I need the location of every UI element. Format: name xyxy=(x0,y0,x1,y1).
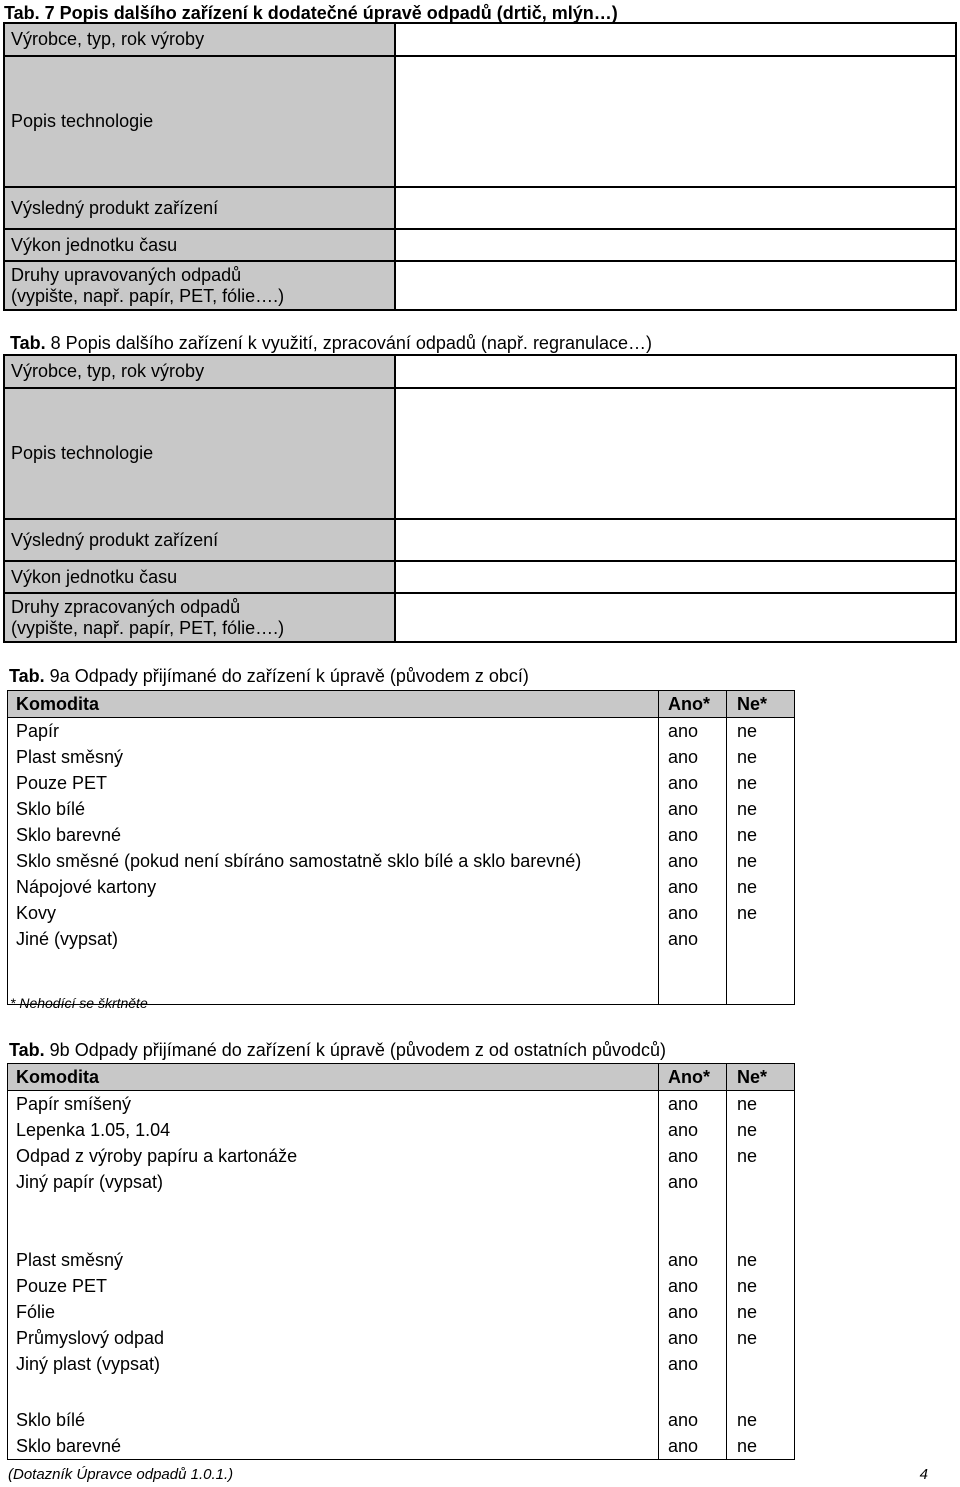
strike-note: * Nehodící se škrtněte xyxy=(10,995,148,1011)
no-option[interactable]: ne xyxy=(727,770,795,796)
yes-option[interactable]: ano xyxy=(659,822,727,848)
tab7-field-waste-types[interactable] xyxy=(395,261,956,310)
table-row xyxy=(8,1247,795,1273)
yes-option[interactable]: ano xyxy=(659,874,727,900)
tab7-label-technology: Popis technologie xyxy=(4,56,395,187)
tab7-field-product[interactable] xyxy=(395,187,956,229)
table-row xyxy=(8,848,795,874)
yes-option[interactable]: ano xyxy=(659,1117,727,1143)
blank-cell xyxy=(8,1377,659,1407)
commodity-name: Pouze PET xyxy=(8,1273,659,1299)
blank-cell xyxy=(8,1195,659,1247)
table-row xyxy=(8,1091,795,1118)
tab9a-header-yes: Ano* xyxy=(659,691,727,718)
table-row xyxy=(8,822,795,848)
no-option[interactable]: ne xyxy=(727,822,795,848)
yes-option[interactable]: ano xyxy=(659,1273,727,1299)
tab9a-header-row xyxy=(8,691,795,718)
no-option[interactable]: ne xyxy=(727,1299,795,1325)
tab7-table xyxy=(3,22,957,311)
blank-cell xyxy=(727,1195,795,1247)
no-option[interactable]: ne xyxy=(727,1247,795,1273)
blank-cell xyxy=(659,1195,727,1247)
table-row xyxy=(8,1433,795,1460)
tab7-field-manufacturer[interactable] xyxy=(395,23,956,56)
commodity-name: Pouze PET xyxy=(8,770,659,796)
commodity-name: Sklo směsné (pokud není sbíráno samostatně sklo bílé a sklo barevné) xyxy=(8,848,659,874)
tab8-caption-prefix: Tab. xyxy=(10,333,46,353)
table-row xyxy=(8,1299,795,1325)
yes-option[interactable]: ano xyxy=(659,1091,727,1118)
no-option[interactable]: ne xyxy=(727,744,795,770)
tab8-field-technology[interactable] xyxy=(395,388,956,519)
commodity-name: Průmyslový odpad xyxy=(8,1325,659,1351)
table-row xyxy=(8,874,795,900)
tab9b-table xyxy=(7,1063,795,1460)
tab8-caption-text: 8 Popis dalšího zařízení k využití, zpracování odpadů (např. regranulace…) xyxy=(45,333,652,353)
yes-option[interactable]: ano xyxy=(659,744,727,770)
no-option[interactable]: ne xyxy=(727,1091,795,1118)
tab7-field-capacity[interactable] xyxy=(395,229,956,261)
tab7-label-manufacturer: Výrobce, typ, rok výroby xyxy=(4,23,395,56)
table-row xyxy=(8,1169,795,1195)
tab8-label-product: Výsledný produkt zařízení xyxy=(4,519,395,561)
tab8-label-capacity: Výkon jednotku času xyxy=(4,561,395,593)
table-row-blank xyxy=(8,1195,795,1247)
tab9a-caption-text: 9a Odpady přijímané do zařízení k úpravě (původem z obcí) xyxy=(44,666,529,686)
commodity-name: Papír xyxy=(8,718,659,745)
commodity-name: Jiné (vypsat) xyxy=(8,926,659,952)
no-option[interactable]: ne xyxy=(727,1433,795,1460)
commodity-name: Sklo bílé xyxy=(8,796,659,822)
tab8-field-manufacturer[interactable] xyxy=(395,355,956,388)
table-row xyxy=(8,1325,795,1351)
tab8-field-capacity[interactable] xyxy=(395,561,956,593)
blank-cell xyxy=(659,952,727,1005)
table-row xyxy=(8,796,795,822)
commodity-name: Jiný papír (vypsat) xyxy=(8,1169,659,1195)
no-option[interactable] xyxy=(727,1169,795,1195)
no-option[interactable]: ne xyxy=(727,796,795,822)
table-row xyxy=(8,926,795,952)
tab7-caption: Tab. 7 Popis dalšího zařízení k dodatečné úpravě odpadů (drtič, mlýn…) xyxy=(4,3,618,23)
table-row xyxy=(8,1117,795,1143)
tab9b-header-row xyxy=(8,1064,795,1091)
table-row xyxy=(8,1273,795,1299)
no-option[interactable]: ne xyxy=(727,848,795,874)
tab8-field-product[interactable] xyxy=(395,519,956,561)
commodity-name: Odpad z výroby papíru a kartonáže xyxy=(8,1143,659,1169)
tab7-label-capacity: Výkon jednotku času xyxy=(4,229,395,261)
no-option[interactable]: ne xyxy=(727,718,795,745)
tab9b-caption xyxy=(9,1040,666,1061)
commodity-name: Papír smíšený xyxy=(8,1091,659,1118)
no-option[interactable] xyxy=(727,926,795,952)
yes-option[interactable]: ano xyxy=(659,1433,727,1460)
yes-option[interactable]: ano xyxy=(659,1299,727,1325)
yes-option[interactable]: ano xyxy=(659,718,727,745)
no-option[interactable]: ne xyxy=(727,1143,795,1169)
no-option[interactable]: ne xyxy=(727,874,795,900)
no-option[interactable]: ne xyxy=(727,1273,795,1299)
table-row xyxy=(8,770,795,796)
table-row xyxy=(8,1143,795,1169)
tab9a-caption xyxy=(9,666,529,687)
yes-option[interactable]: ano xyxy=(659,926,727,952)
commodity-name: Lepenka 1.05, 1.04 xyxy=(8,1117,659,1143)
tab7-field-technology[interactable] xyxy=(395,56,956,187)
yes-option[interactable]: ano xyxy=(659,900,727,926)
tab8-field-waste-types[interactable] xyxy=(395,593,956,642)
tab9a-header-no: Ne* xyxy=(727,691,795,718)
table-row-blank xyxy=(8,1377,795,1407)
no-option[interactable]: ne xyxy=(727,900,795,926)
yes-option[interactable]: ano xyxy=(659,1169,727,1195)
table-row xyxy=(8,1351,795,1377)
tab8-label-waste-types: Druhy zpracovaných odpadů (vypište, např. papír, PET, fólie….) xyxy=(4,593,395,642)
yes-option[interactable]: ano xyxy=(659,796,727,822)
yes-option[interactable]: ano xyxy=(659,1143,727,1169)
commodity-name: Nápojové kartony xyxy=(8,874,659,900)
tab9b-caption-text: 9b Odpady přijímané do zařízení k úpravě (původem z od ostatních původců) xyxy=(44,1040,667,1060)
commodity-name: Fólie xyxy=(8,1299,659,1325)
commodity-name: Kovy xyxy=(8,900,659,926)
tab8-label-technology: Popis technologie xyxy=(4,388,395,519)
table-row xyxy=(8,718,795,745)
yes-option[interactable]: ano xyxy=(659,1325,727,1351)
tab8-label-manufacturer: Výrobce, typ, rok výroby xyxy=(4,355,395,388)
tab9a-table xyxy=(7,690,795,1005)
commodity-name: Sklo bílé xyxy=(8,1407,659,1433)
no-option[interactable]: ne xyxy=(727,1117,795,1143)
tab7-label-waste-types: Druhy upravovaných odpadů (vypište, např. papír, PET, fólie….) xyxy=(4,261,395,310)
yes-option[interactable]: ano xyxy=(659,848,727,874)
yes-option[interactable]: ano xyxy=(659,1351,727,1377)
tab9b-header-commodity: Komodita xyxy=(8,1064,659,1091)
table-row xyxy=(8,900,795,926)
blank-cell xyxy=(727,952,795,1005)
tab8-table xyxy=(3,354,957,643)
yes-option[interactable]: ano xyxy=(659,1247,727,1273)
tab9a-header-commodity: Komodita xyxy=(8,691,659,718)
tab8-caption xyxy=(10,333,652,354)
footer-document-name: (Dotazník Úpravce odpadů 1.0.1.) xyxy=(8,1466,234,1483)
blank-cell xyxy=(727,1377,795,1407)
table-row xyxy=(8,744,795,770)
no-option[interactable]: ne xyxy=(727,1325,795,1351)
commodity-name: Plast směsný xyxy=(8,744,659,770)
commodity-name: Sklo barevné xyxy=(8,822,659,848)
tab9b-header-no: Ne* xyxy=(727,1064,795,1091)
tab9a-caption-prefix: Tab. xyxy=(9,666,45,686)
no-option[interactable] xyxy=(727,1351,795,1377)
footer-page-number: 4 xyxy=(919,1466,928,1483)
yes-option[interactable]: ano xyxy=(659,770,727,796)
blank-cell xyxy=(659,1377,727,1407)
commodity-name: Jiný plast (vypsat) xyxy=(8,1351,659,1377)
tab9b-caption-prefix: Tab. xyxy=(9,1040,45,1060)
commodity-name: Sklo barevné xyxy=(8,1433,659,1460)
tab7-label-product: Výsledný produkt zařízení xyxy=(4,187,395,229)
yes-option[interactable]: ano xyxy=(659,1407,727,1433)
no-option[interactable]: ne xyxy=(727,1407,795,1433)
commodity-name: Plast směsný xyxy=(8,1247,659,1273)
table-row xyxy=(8,1407,795,1433)
tab9b-header-yes: Ano* xyxy=(659,1064,727,1091)
